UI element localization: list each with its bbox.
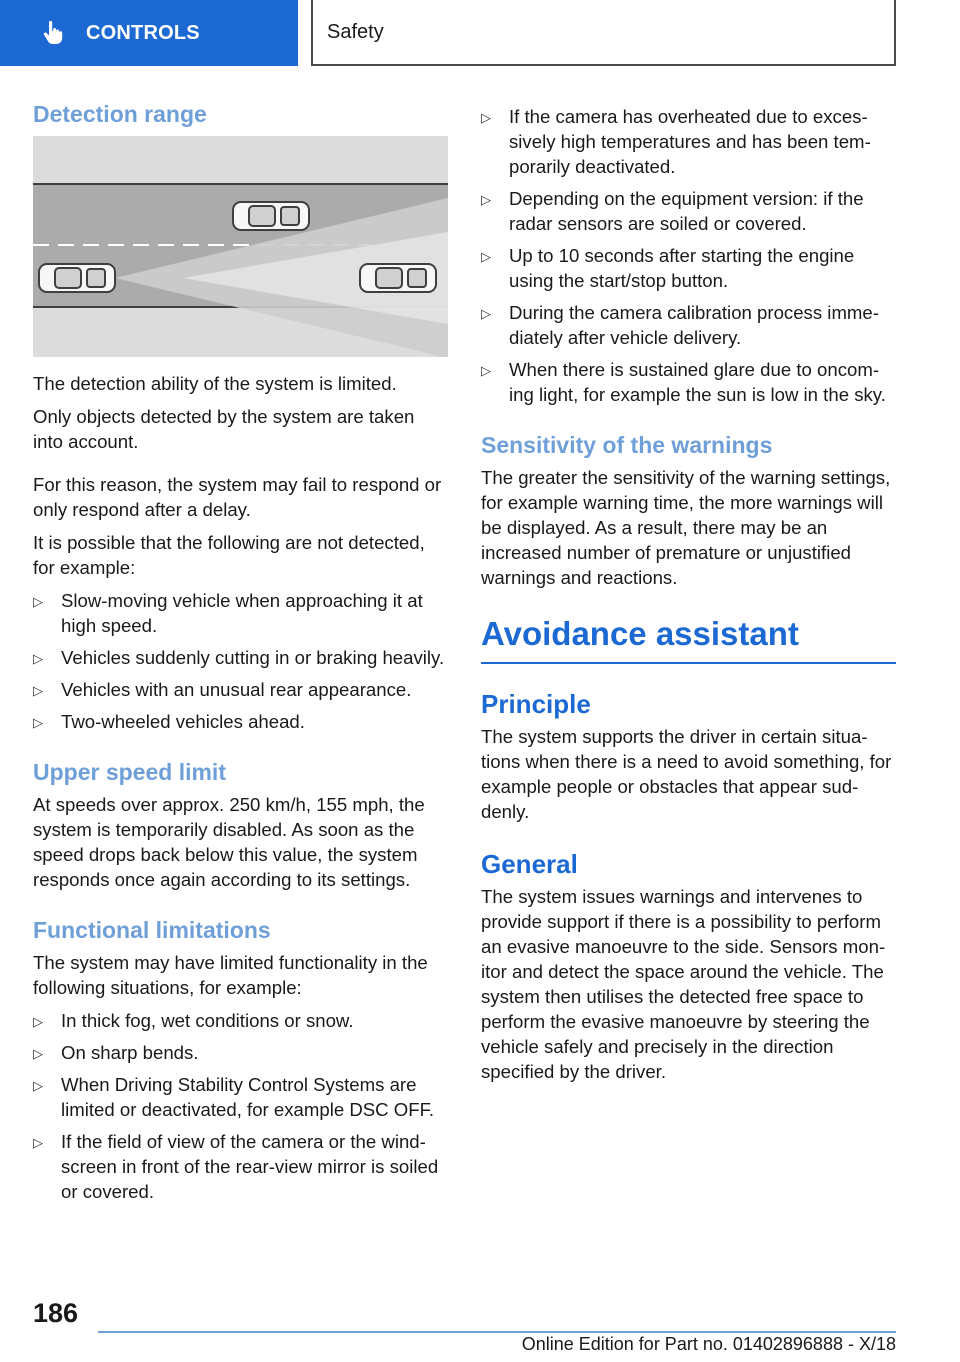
footer-divider xyxy=(98,1331,896,1333)
upper-speed-limit-heading: Upper speed limit xyxy=(33,759,226,785)
chapter-tab[interactable] xyxy=(0,0,298,66)
list-item: ▷ If the field of view of the camera or the windscreen in front of the rear-view mirror is soiled or covered. xyxy=(33,1131,439,1202)
car-adjacent-lane xyxy=(233,202,309,230)
chapter-label: CONTROLS xyxy=(86,21,200,44)
limits-paragraph: The system may have limited functionality in the following situations, for example: xyxy=(33,952,428,998)
triangle-right-icon: ▷ xyxy=(481,110,491,125)
triangle-right-icon: ▷ xyxy=(33,594,43,609)
list-item: ▷ If the camera has overheated due to excessively high temperatures and has been temporarily deactivated. xyxy=(481,106,871,177)
triangle-right-icon: ▷ xyxy=(481,306,491,321)
left-column xyxy=(33,100,449,1212)
section-label: Safety xyxy=(311,0,896,66)
triangle-right-icon: ▷ xyxy=(33,651,43,666)
general-heading: General xyxy=(481,849,578,879)
detection-range-illustration xyxy=(33,136,448,357)
speed-paragraph: At speeds over approx. 250 km/h, 155 mph, the system is temporarily disabled. As soon as the speed drops back below this value, the system responds once again according to its settings. xyxy=(33,794,425,890)
triangle-right-icon: ▷ xyxy=(33,1078,43,1093)
list-item: ▷ Vehicles with an unusual rear appearance. xyxy=(33,677,449,702)
general-paragraph: The system issues warnings and intervenes to provide support if there is a possibility to perform an evasive manoeuvre to the side. Sensors monitor and detect the space around the vehicle. The system then utilises the detected free space to perform the evasive manoeuvre by steering the vehicle safely and precisely in the direction specified by the driver. xyxy=(481,886,886,1082)
list-item: ▷ On sharp bends. xyxy=(33,1040,449,1065)
triangle-right-icon: ▷ xyxy=(33,1014,43,1029)
functional-limitations-heading: Functional limitations xyxy=(33,917,271,943)
list-item: ▷ Up to 10 seconds after starting the engine using the start/stop button. xyxy=(481,245,855,291)
avoidance-assistant-heading: Avoidance assistant xyxy=(481,614,896,664)
triangle-right-icon: ▷ xyxy=(33,1046,43,1061)
triangle-right-icon: ▷ xyxy=(33,715,43,730)
principle-paragraph: The system supports the driver in certain situations when there is a need to avoid something, for example people or obstacles that appear suddenly. xyxy=(481,726,892,822)
list-item: ▷ When there is sustained glare due to oncoming light, for example the sun is low in the sky. xyxy=(481,359,886,405)
list-item: ▷ Two-wheeled vehicles ahead. xyxy=(33,709,449,734)
detection-list xyxy=(33,588,449,734)
list-item: ▷ Depending on the equipment version: if the radar sensors are soiled or covered. xyxy=(481,188,864,234)
detection-range-heading: Detection range xyxy=(33,101,207,127)
triangle-right-icon: ▷ xyxy=(481,249,491,264)
sensitivity-paragraph: The greater the sensitivity of the warning settings, for example warning time, the more warnings will be displayed. As a result, there may be an increased number of premature or unjustified warnings and reactions. xyxy=(481,467,891,588)
detection-paragraph-4: It is possible that the following are not detected, for example: xyxy=(33,532,425,578)
list-item: ▷ Vehicles suddenly cutting in or braking heavily. xyxy=(33,645,449,670)
list-item: ▷ Slow-moving vehicle when approaching it at high speed. xyxy=(33,590,423,636)
edition-footer: Online Edition for Part no. 01402896888 - X/18 xyxy=(521,1334,896,1354)
right-column xyxy=(481,104,896,1092)
page-number: 186 xyxy=(33,1298,79,1328)
hand-pointer-icon xyxy=(40,20,66,46)
detection-paragraph-2: Only objects detected by the system are taken into account. xyxy=(33,406,415,452)
triangle-right-icon: ▷ xyxy=(481,192,491,207)
car-ego xyxy=(39,264,115,292)
detection-paragraph-3: For this reason, the system may fail to respond or only respond after a delay. xyxy=(33,474,442,520)
car-ahead xyxy=(360,264,436,292)
detection-paragraph-1: The detection ability of the system is limited. xyxy=(33,373,397,394)
limits-list xyxy=(33,1008,449,1204)
list-item: ▷ In thick fog, wet conditions or snow. xyxy=(33,1008,449,1033)
principle-heading: Principle xyxy=(481,689,591,719)
list-item: ▷ During the camera calibration process immediately after vehicle delivery. xyxy=(481,302,879,348)
triangle-right-icon: ▷ xyxy=(481,363,491,378)
limits-list-continued xyxy=(481,104,896,407)
sensitivity-heading: Sensitivity of the warnings xyxy=(481,432,773,458)
triangle-right-icon: ▷ xyxy=(33,1135,43,1150)
list-item: ▷ When Driving Stability Control Systems are limited or deactivated, for example DSC OFF. xyxy=(33,1074,435,1120)
triangle-right-icon: ▷ xyxy=(33,683,43,698)
